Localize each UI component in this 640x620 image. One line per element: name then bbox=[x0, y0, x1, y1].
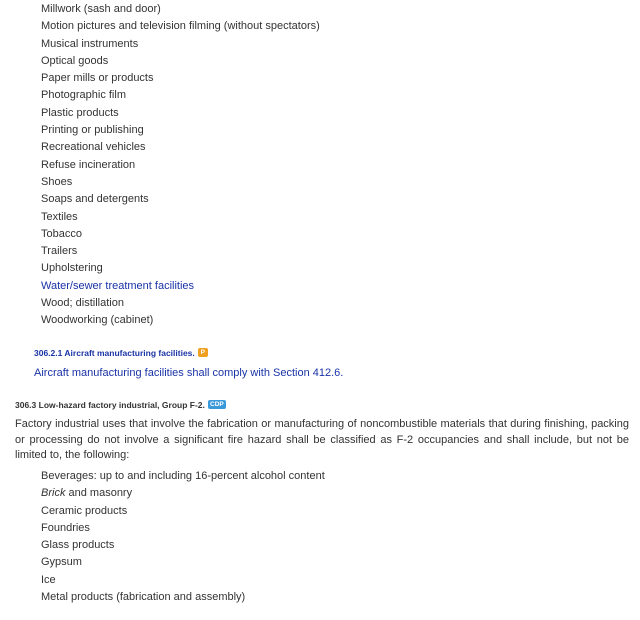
occupancy-list-bottom bbox=[41, 468, 325, 606]
list-item: Recreational vehicles bbox=[41, 141, 146, 154]
provision-badge-cdp[interactable]: CDP bbox=[208, 400, 226, 409]
subsection-heading[interactable] bbox=[34, 347, 208, 359]
list-item: Woodworking (cabinet) bbox=[41, 314, 154, 327]
provision-badge-p[interactable]: P bbox=[198, 348, 208, 357]
list-item: Gypsum bbox=[41, 556, 82, 569]
list-item bbox=[41, 485, 325, 502]
list-item: Musical instruments bbox=[41, 37, 139, 50]
list-item: Beverages: up to and including 16-percent alcohol content bbox=[41, 470, 325, 482]
list-item: Glass products bbox=[41, 539, 115, 552]
list-item: Metal products (fabrication and assembly) bbox=[41, 591, 246, 604]
list-item: Textiles bbox=[41, 210, 78, 223]
list-item: Shoes bbox=[41, 175, 73, 188]
subsection-title[interactable]: 306.2.1 Aircraft manufacturing facilities. bbox=[34, 348, 195, 358]
list-item: Optical goods bbox=[41, 54, 109, 67]
list-item: Ceramic products bbox=[41, 504, 128, 517]
section-heading bbox=[15, 399, 226, 411]
water-sewer-link[interactable]: Water/sewer treatment facilities bbox=[41, 279, 195, 292]
section-title: 306.3 Low-hazard factory industrial, Group F-2. bbox=[15, 400, 205, 410]
list-item: Soaps and detergents bbox=[41, 193, 149, 206]
list-item-italic-part: Brick bbox=[41, 487, 66, 500]
list-item: Millwork (sash and door) bbox=[41, 3, 161, 15]
list-item: Photographic film bbox=[41, 89, 126, 102]
list-item: Ice bbox=[41, 573, 56, 586]
list-item: Wood; distillation bbox=[41, 297, 124, 310]
list-item: Plastic products bbox=[41, 106, 119, 119]
list-item: Trailers bbox=[41, 245, 78, 258]
list-item: Upholstering bbox=[41, 262, 103, 275]
subsection-body-link[interactable]: Aircraft manufacturing facilities shall comply with Section 412.6. bbox=[34, 367, 344, 379]
list-item: Printing or publishing bbox=[41, 124, 144, 137]
section-paragraph: Factory industrial uses that involve the fabrication or manufacturing of noncombustible materials that during finishing, packing or processing do not involve a significant fire hazard shall be classified as F-2 occupancies and shall include, but not be limited to, the following: bbox=[15, 418, 629, 461]
list-item: Paper mills or products bbox=[41, 72, 154, 85]
list-item: Refuse incineration bbox=[41, 158, 136, 171]
list-item: Tobacco bbox=[41, 227, 82, 240]
list-item-rest: and masonry bbox=[65, 487, 133, 500]
list-item: Foundries bbox=[41, 521, 90, 534]
list-item: Motion pictures and television filming (without spectators) bbox=[41, 20, 320, 33]
occupancy-list-top bbox=[41, 1, 320, 330]
